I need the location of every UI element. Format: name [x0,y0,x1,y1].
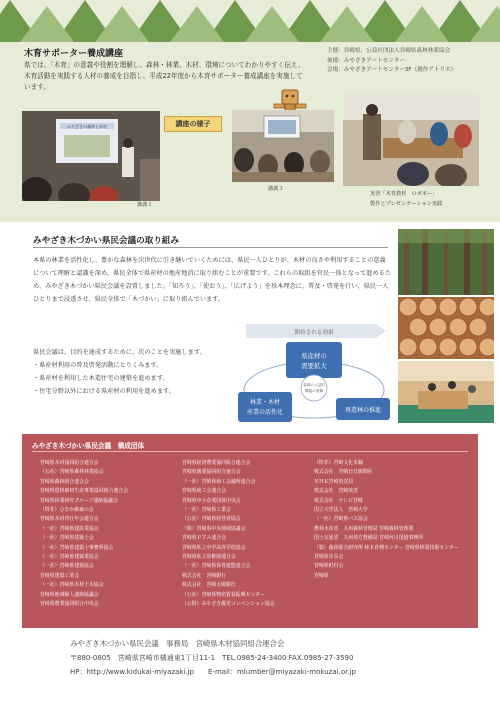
action-item: ・県産材利用の普及啓発活動にとりくみます。 [33,362,163,369]
diagram-middle-line1: 森林の公益的 [303,383,325,387]
action-item: ・住宅分野以外における県産材の利用を進めます。 [33,388,175,395]
member-item: 国立大学法人 宮崎大学 [314,507,368,514]
course-label: 講座の様子 [164,116,222,132]
practice-photo [343,94,479,186]
members-divider [32,451,468,452]
member-item: （一社）宮崎県商工会議所連合会 [182,478,256,485]
member-item: 宮崎県森林組合連合会 [40,478,89,485]
member-column-3 [314,459,459,581]
member-item: 宮崎県商工会連合会 [182,488,227,495]
section2-body: 本県の林業を活性化し、豊かな森林を次世代に引き継いでいくためには、県民一人ひとりが、木材の良さや利用することの意義について理解と認識を深め、県民全体で県産材の地産地消に取り組むことが重要です。これらの取組を官民一体となって進めるため、みやざき木づかい県民会議を設置しました。「知ろう」、「使おう」、「広げよう」を基本理念に、普及・啓発を行い、県民一人ひとりまで浸透させ、県民全体で「木づかい」に取り組んでいます。 [33,257,392,303]
member-item: （特非）ひむか維森の会 [40,507,94,514]
member-item: （一社）宮崎県バス協会 [314,516,368,523]
diagram-left-line2: 産業の活性化 [246,409,284,416]
member-item: 宮崎県林業研究グループ連絡協議会 [40,497,118,504]
footer-office: みやざき木づかい県民会議 事務局 宮崎県木材協同組合連合会 [70,639,285,648]
member-item: 株式会社 宮崎日日新聞社 [314,469,373,476]
expected-effects-diagram [236,318,392,426]
diagram-left-line1: 林業・木材 [249,399,281,406]
organizer-info [327,47,456,76]
member-item: 宮崎県 [314,572,329,579]
member-item: （公社）宮崎県森林林業協会 [40,469,104,476]
council-actions [33,346,243,398]
member-column-2 [182,459,275,610]
member-item: 宮崎県農業協同組合中央会 [40,601,99,608]
member-item: （一社）宮崎県建築士事務所協会 [40,544,114,551]
diagram-middle-line2: 機能の発揮 [305,389,323,393]
member-organizations [22,434,478,628]
tree-pattern-banner [0,0,500,42]
member-item: （一社）宮崎県工業会 [182,507,231,514]
lecture-photo-1 [22,111,160,201]
member-item: 宮崎県ＰＴＡ連合会 [182,535,227,542]
members-heading: みやざき木づかい県民会議 構成団体 [32,442,145,450]
member-item: 宮崎県市長会 [314,554,344,561]
member-item: （公社）宮崎県経営者協会 [182,516,241,523]
member-item: 宮崎県漁業協同組合連合会 [182,469,241,476]
log-ends-image [398,297,494,359]
member-column-1 [40,459,128,610]
caption-lecture-3: 講義３ [268,186,284,192]
member-item: （公財）みやざき観光コンベンション協会 [182,601,275,608]
caption-practice-1: 実習「木育教材 ロボ木ー」 [370,191,438,197]
footer-address: 〒880-0805 宮崎県宮崎市橘通東1丁目11-1 TEL.0985-24-3400 FAX.0985-27-3590 [70,654,354,662]
member-item: （一社）宮崎県建築協会 [40,563,94,570]
title-underline [33,247,388,248]
member-item: 農林水産省 九州森林管理局 宮崎森林管理署 [314,525,414,532]
section2-title: みやざき木づかい県民会議の取り組み [33,236,180,246]
member-item: （独）森林総合研究所 林木育種センター 宮崎県林業技術センター [314,544,459,551]
sponsor-line: 後援：みやざきアートセンター [327,57,405,64]
member-item: 株式会社 テレビ宮崎 [314,497,363,504]
member-item: 宮崎県木材青壮年会連合会 [40,516,99,523]
caption-lecture-1: 講義１ [137,202,153,208]
member-item: （一社）宮崎県建築業協会 [40,554,99,561]
lecture-photo-3 [232,110,334,182]
member-item: 宮崎県私立中学高等学校協会 [182,544,246,551]
actions-intro: 県民会議は、目的を達成するために、次のことを実施します。 [33,349,206,356]
member-item: （一社）宮崎県建設業協会 [40,525,99,532]
forest-image [398,229,494,295]
wooden-room-image [398,361,494,423]
action-item: ・県産材を利用した木造住宅の建築を進めます。 [33,375,169,382]
organizer-line: 主催：宮崎県、公益社団法人宮崎県森林林業協会 [327,48,451,54]
member-item: 宮崎県建築工業会 [40,572,80,579]
diagram-right: 再造林の推進 [344,407,382,414]
member-item: （一社）宮崎県建築士会 [40,535,94,542]
member-item: 宮崎県地域婦人連絡協議会 [40,591,99,598]
member-item: 宮崎県町村会 [314,563,344,570]
member-item: 株式会社 宮崎太陽銀行 [182,582,236,589]
mokuiku-section [0,0,500,222]
intro-text: 県では、「木育」の意義や役割を理解し、森林・林業、木材、環境についてわかりやすく伝え、木育活動を実践する人材の養成を目指し、平成22年度から木育サポーター養成講座を実施しています。 [24,61,305,91]
member-item: 宮崎県経済農業協同組合連合会 [182,460,251,466]
member-item: （一社）宮崎県保育連盟連合会 [182,563,251,570]
member-item: 宮崎県木材協同組合連合会 [40,460,99,466]
diagram-heading: 期待される効果 [294,330,334,336]
member-item: （一社）宮崎県木材土木協会 [40,582,104,589]
member-item: 国土交通省 九州地方整備局 宮崎河川国道事務所 [314,535,424,542]
member-item: 宮崎県私立幼稚園連合会 [182,554,236,561]
member-item: 宮崎県中小企業団体中央会 [182,497,241,504]
member-item: 株式会社 宮崎銀行 [182,572,227,579]
diagram-center-line1: 県産材の [301,352,327,360]
diagram-center-line2: 需要拡大 [301,362,327,370]
member-item: 株式会社 宮崎放送 [314,488,359,495]
member-item: （公社）宮崎県物産貿易振興センター [182,591,265,598]
slide-text: みやざきの森林と木材 [67,124,107,129]
member-item: （特非）宮崎文化本舗 [314,460,363,466]
member-item: ＮＨＫ宮崎放送局 [314,478,354,485]
section-title: 木育サポーター養成講座 [24,49,124,59]
member-item: 宮崎県造林素材生産事業協同組合連合会 [40,488,129,495]
footer-contact: HP：http://www.kidukai-miyazaki.jp E-mail：mlumber@miyazaki-mokuzai.or.jp [70,668,356,676]
venue-line: 会場：みやざきアートセンター3F（創作アトリエ） [327,67,457,73]
caption-practice-2: 製作とプレゼンテーション実践 [370,201,443,207]
member-item: （株）宮崎県中央地域協議会 [182,525,246,532]
